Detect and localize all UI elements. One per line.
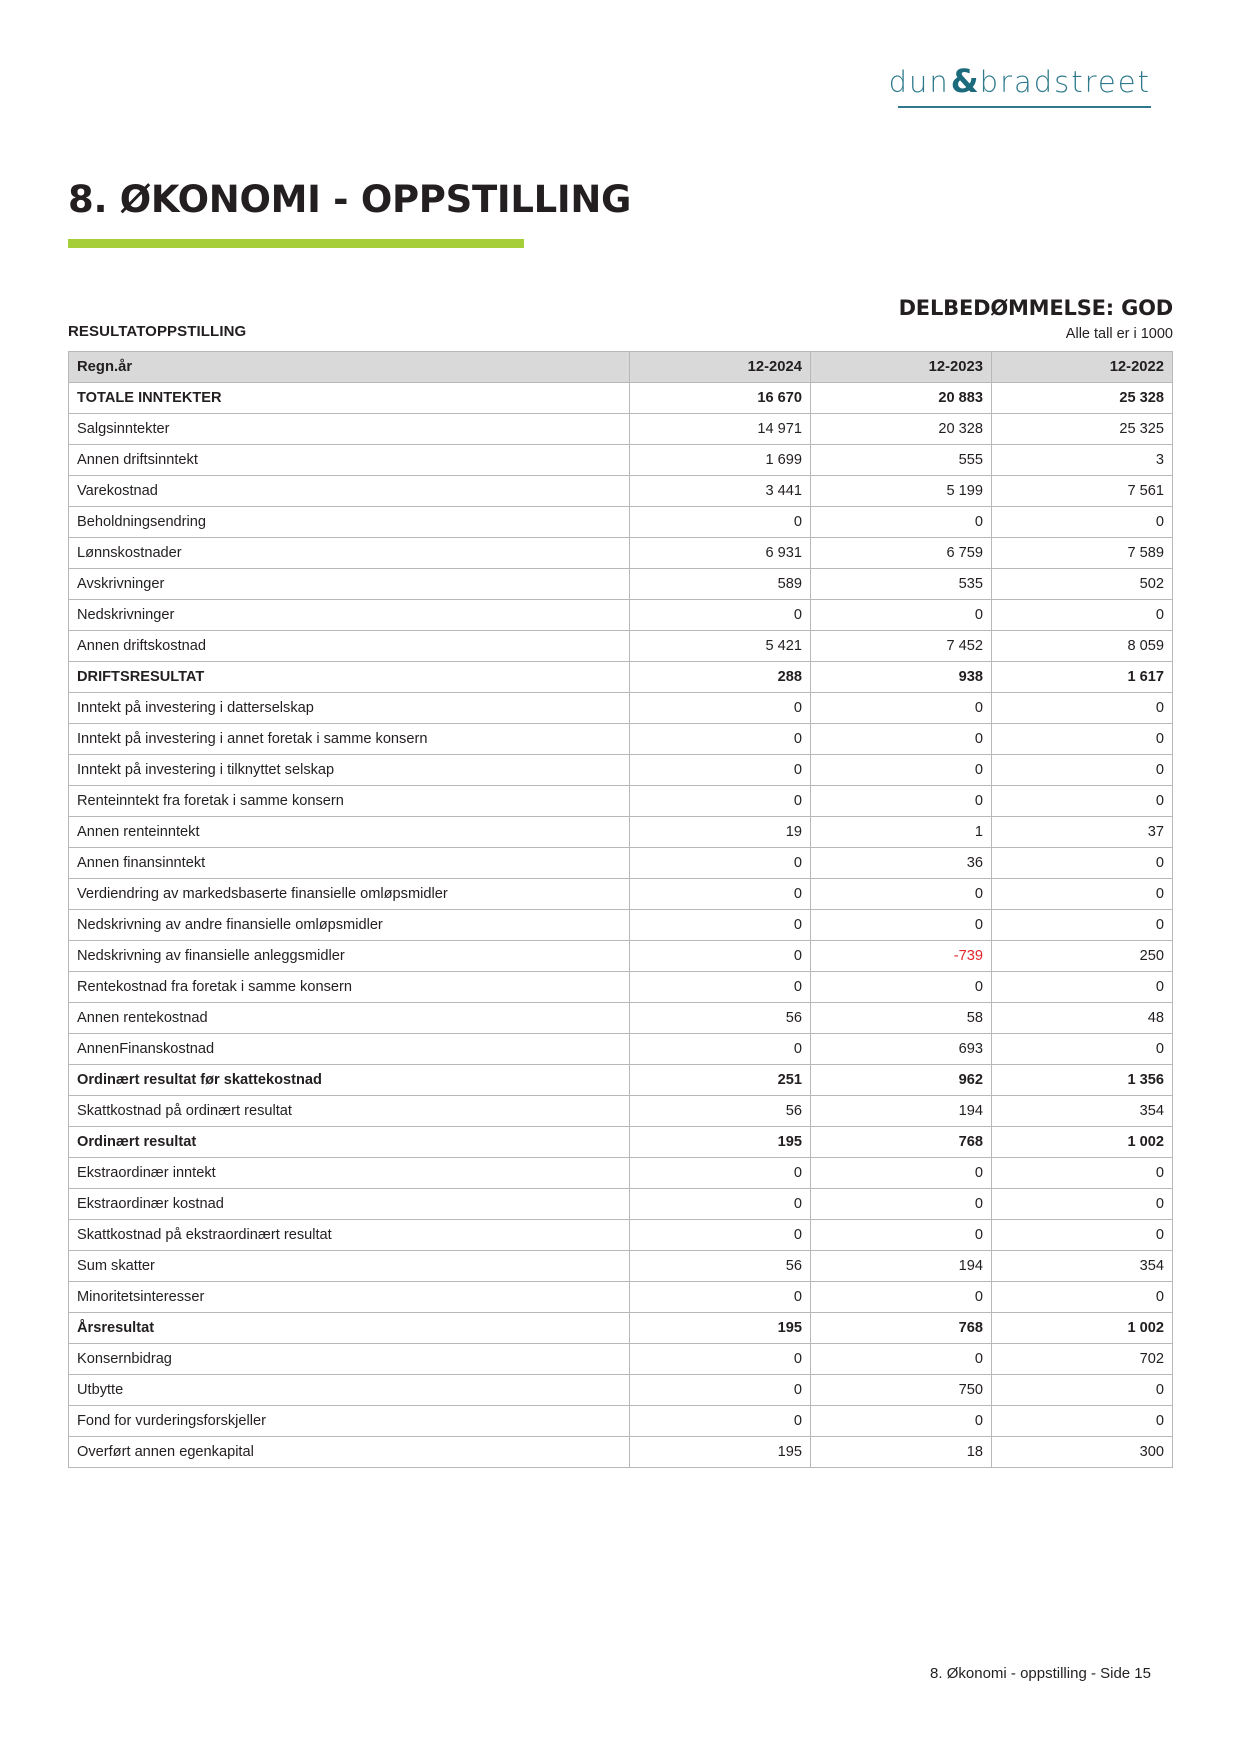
row-value-3: 0 (991, 848, 1172, 879)
row-label: Ekstraordinær inntekt (69, 1158, 630, 1189)
row-value-1: 56 (629, 1096, 810, 1127)
row-value-3: 1 002 (991, 1127, 1172, 1158)
row-value-2: 0 (810, 1406, 991, 1437)
table-row (69, 693, 1173, 724)
column-header-year-3: 12-2022 (991, 352, 1172, 383)
row-value-1: 0 (629, 1282, 810, 1313)
row-value-1: 16 670 (629, 383, 810, 414)
row-value-2: 1 (810, 817, 991, 848)
row-value-3: 7 561 (991, 476, 1172, 507)
row-value-3: 502 (991, 569, 1172, 600)
table-row (69, 476, 1173, 507)
table-row (69, 972, 1173, 1003)
row-label: Inntekt på investering i tilknyttet selskap (69, 755, 630, 786)
row-label: TOTALE INNTEKTER (69, 383, 630, 414)
row-label: Avskrivninger (69, 569, 630, 600)
table-header-block (68, 296, 1173, 342)
row-value-3: 0 (991, 693, 1172, 724)
table-row (69, 1344, 1173, 1375)
row-label: Nedskrivning av finansielle anleggsmidler (69, 941, 630, 972)
row-value-1: 0 (629, 941, 810, 972)
row-value-1: 3 441 (629, 476, 810, 507)
row-value-1: 0 (629, 1034, 810, 1065)
row-label: Fond for vurderingsforskjeller (69, 1406, 630, 1437)
row-value-2: 555 (810, 445, 991, 476)
row-value-3: 25 325 (991, 414, 1172, 445)
table-row (69, 941, 1173, 972)
row-value-1: 14 971 (629, 414, 810, 445)
table-row (69, 1375, 1173, 1406)
table-row (69, 1065, 1173, 1096)
row-label: Overført annen egenkapital (69, 1437, 630, 1468)
row-value-2: 0 (810, 1282, 991, 1313)
row-value-1: 0 (629, 693, 810, 724)
logo-text-left: dun (888, 65, 950, 99)
row-label: Årsresultat (69, 1313, 630, 1344)
table-head (69, 352, 1173, 383)
row-value-1: 195 (629, 1437, 810, 1468)
row-value-3: 0 (991, 1282, 1172, 1313)
table-row (69, 1158, 1173, 1189)
income-statement-table (68, 351, 1173, 1468)
logo-ampersand-icon: & (950, 62, 979, 100)
row-value-2: 194 (810, 1096, 991, 1127)
row-value-3: 1 617 (991, 662, 1172, 693)
row-value-1: 56 (629, 1251, 810, 1282)
column-header-label: Regn.år (69, 352, 630, 383)
row-value-2: 768 (810, 1313, 991, 1344)
row-value-3: 37 (991, 817, 1172, 848)
row-value-3: 0 (991, 1220, 1172, 1251)
row-label: Verdiendring av markedsbaserte finansielle omløpsmidler (69, 879, 630, 910)
row-value-1: 195 (629, 1313, 810, 1344)
row-value-3: 3 (991, 445, 1172, 476)
table-row (69, 1003, 1173, 1034)
row-label: Beholdningsendring (69, 507, 630, 538)
table-row (69, 1313, 1173, 1344)
row-value-1: 0 (629, 1344, 810, 1375)
row-value-3: 0 (991, 1406, 1172, 1437)
table-row (69, 1251, 1173, 1282)
row-label: Varekostnad (69, 476, 630, 507)
row-value-2: 0 (810, 724, 991, 755)
row-label: Annen renteinntekt (69, 817, 630, 848)
table-row (69, 1127, 1173, 1158)
table-row (69, 631, 1173, 662)
table-row (69, 786, 1173, 817)
row-value-2: 0 (810, 786, 991, 817)
row-value-1: 56 (629, 1003, 810, 1034)
row-value-3: 0 (991, 786, 1172, 817)
row-value-1: 0 (629, 1375, 810, 1406)
title-accent-rule (68, 239, 524, 248)
row-label: Annen driftskostnad (69, 631, 630, 662)
row-label: Skattkostnad på ordinært resultat (69, 1096, 630, 1127)
page-footer: 8. Økonomi - oppstilling - Side 15 (930, 1665, 1151, 1682)
row-value-1: 6 931 (629, 538, 810, 569)
table-row (69, 414, 1173, 445)
row-value-3: 0 (991, 755, 1172, 786)
row-label: Minoritetsinteresser (69, 1282, 630, 1313)
dun-bradstreet-logo (889, 62, 1151, 100)
row-value-1: 0 (629, 1158, 810, 1189)
row-value-2: 5 199 (810, 476, 991, 507)
row-label: Renteinntekt fra foretak i samme konsern (69, 786, 630, 817)
row-value-1: 195 (629, 1127, 810, 1158)
row-value-3: 1 356 (991, 1065, 1172, 1096)
row-value-3: 354 (991, 1096, 1172, 1127)
table-row (69, 724, 1173, 755)
row-value-3: 0 (991, 972, 1172, 1003)
row-label: Inntekt på investering i annet foretak i samme konsern (69, 724, 630, 755)
row-label: DRIFTSRESULTAT (69, 662, 630, 693)
section-label: RESULTATOPPSTILLING (68, 323, 247, 340)
row-label: Konsernbidrag (69, 1344, 630, 1375)
row-value-1: 0 (629, 972, 810, 1003)
section-label-wrap (68, 323, 246, 342)
table-row (69, 1406, 1173, 1437)
row-value-2: 0 (810, 600, 991, 631)
row-value-2: 0 (810, 507, 991, 538)
row-label: AnnenFinanskostnad (69, 1034, 630, 1065)
row-label: Nedskrivninger (69, 600, 630, 631)
row-label: Utbytte (69, 1375, 630, 1406)
row-value-3: 0 (991, 1375, 1172, 1406)
row-value-1: 0 (629, 848, 810, 879)
row-value-3: 0 (991, 1158, 1172, 1189)
row-value-3: 0 (991, 600, 1172, 631)
row-label: Nedskrivning av andre finansielle omløpsmidler (69, 910, 630, 941)
row-value-1: 0 (629, 755, 810, 786)
row-value-1: 0 (629, 507, 810, 538)
row-value-1: 19 (629, 817, 810, 848)
row-value-3: 1 002 (991, 1313, 1172, 1344)
table-row (69, 383, 1173, 414)
row-value-2: 0 (810, 879, 991, 910)
units-note: Alle tall er i 1000 (1065, 326, 1173, 342)
row-label: Annen driftsinntekt (69, 445, 630, 476)
row-label: Salgsinntekter (69, 414, 630, 445)
row-value-2: 58 (810, 1003, 991, 1034)
assessment-badge: DELBEDØMMELSE: GOD (898, 296, 1173, 320)
row-value-2: 0 (810, 910, 991, 941)
row-label: Lønnskostnader (69, 538, 630, 569)
row-value-2: 750 (810, 1375, 991, 1406)
column-header-year-2: 12-2023 (810, 352, 991, 383)
row-value-1: 0 (629, 786, 810, 817)
row-value-3: 354 (991, 1251, 1172, 1282)
table-row (69, 507, 1173, 538)
table-row (69, 1034, 1173, 1065)
row-label: Annen rentekostnad (69, 1003, 630, 1034)
row-value-3: 7 589 (991, 538, 1172, 569)
row-value-1: 288 (629, 662, 810, 693)
row-label: Annen finansinntekt (69, 848, 630, 879)
table-row (69, 1096, 1173, 1127)
row-value-3: 8 059 (991, 631, 1172, 662)
row-value-2: 0 (810, 755, 991, 786)
row-value-2: 938 (810, 662, 991, 693)
row-value-3: 25 328 (991, 383, 1172, 414)
logo-text-right: bradstreet (979, 65, 1151, 99)
table-row (69, 600, 1173, 631)
row-label: Ekstraordinær kostnad (69, 1189, 630, 1220)
table-row (69, 1437, 1173, 1468)
row-label: Skattkostnad på ekstraordinært resultat (69, 1220, 630, 1251)
row-value-3: 0 (991, 1034, 1172, 1065)
table-row (69, 910, 1173, 941)
row-value-1: 0 (629, 879, 810, 910)
row-value-2: 0 (810, 1158, 991, 1189)
row-value-2: 962 (810, 1065, 991, 1096)
table-header-row (69, 352, 1173, 383)
row-value-2: 693 (810, 1034, 991, 1065)
row-label: Sum skatter (69, 1251, 630, 1282)
row-value-2: 0 (810, 1220, 991, 1251)
row-value-3: 250 (991, 941, 1172, 972)
row-value-3: 702 (991, 1344, 1172, 1375)
row-value-2: 0 (810, 693, 991, 724)
row-value-1: 0 (629, 910, 810, 941)
table-row (69, 817, 1173, 848)
page-title: 8. ØKONOMI - OPPSTILLING (68, 178, 632, 221)
row-label: Ordinært resultat (69, 1127, 630, 1158)
logo-underline-divider (898, 106, 1151, 108)
table-row (69, 1282, 1173, 1313)
row-label: Inntekt på investering i datterselskap (69, 693, 630, 724)
row-value-3: 0 (991, 507, 1172, 538)
row-value-3: 48 (991, 1003, 1172, 1034)
table-row (69, 879, 1173, 910)
column-header-year-1: 12-2024 (629, 352, 810, 383)
table-row (69, 569, 1173, 600)
row-value-2: 20 883 (810, 383, 991, 414)
row-value-1: 0 (629, 724, 810, 755)
row-value-1: 0 (629, 1406, 810, 1437)
row-value-2: 36 (810, 848, 991, 879)
row-value-1: 251 (629, 1065, 810, 1096)
row-value-1: 0 (629, 1189, 810, 1220)
row-value-1: 0 (629, 1220, 810, 1251)
row-value-1: 1 699 (629, 445, 810, 476)
row-value-2: 0 (810, 972, 991, 1003)
row-value-1: 5 421 (629, 631, 810, 662)
table-body (69, 383, 1173, 1468)
row-value-2: 0 (810, 1189, 991, 1220)
row-value-1: 0 (629, 600, 810, 631)
row-value-3: 0 (991, 724, 1172, 755)
row-value-2: 7 452 (810, 631, 991, 662)
row-value-3: 0 (991, 1189, 1172, 1220)
table-row (69, 662, 1173, 693)
row-value-3: 300 (991, 1437, 1172, 1468)
row-value-2: 194 (810, 1251, 991, 1282)
row-value-3: 0 (991, 910, 1172, 941)
table-row (69, 1189, 1173, 1220)
row-label: Ordinært resultat før skattekostnad (69, 1065, 630, 1096)
table-row (69, 755, 1173, 786)
row-value-2: 768 (810, 1127, 991, 1158)
row-value-2: 535 (810, 569, 991, 600)
table-row (69, 445, 1173, 476)
table-row (69, 538, 1173, 569)
row-value-2: 18 (810, 1437, 991, 1468)
row-label: Rentekostnad fra foretak i samme konsern (69, 972, 630, 1003)
row-value-2: 20 328 (810, 414, 991, 445)
brand-logo (68, 0, 1173, 100)
row-value-3: 0 (991, 879, 1172, 910)
row-value-2: -739 (810, 941, 991, 972)
row-value-1: 589 (629, 569, 810, 600)
table-row (69, 1220, 1173, 1251)
assessment-wrap (899, 296, 1173, 342)
table-row (69, 848, 1173, 879)
row-value-2: 6 759 (810, 538, 991, 569)
row-value-2: 0 (810, 1344, 991, 1375)
